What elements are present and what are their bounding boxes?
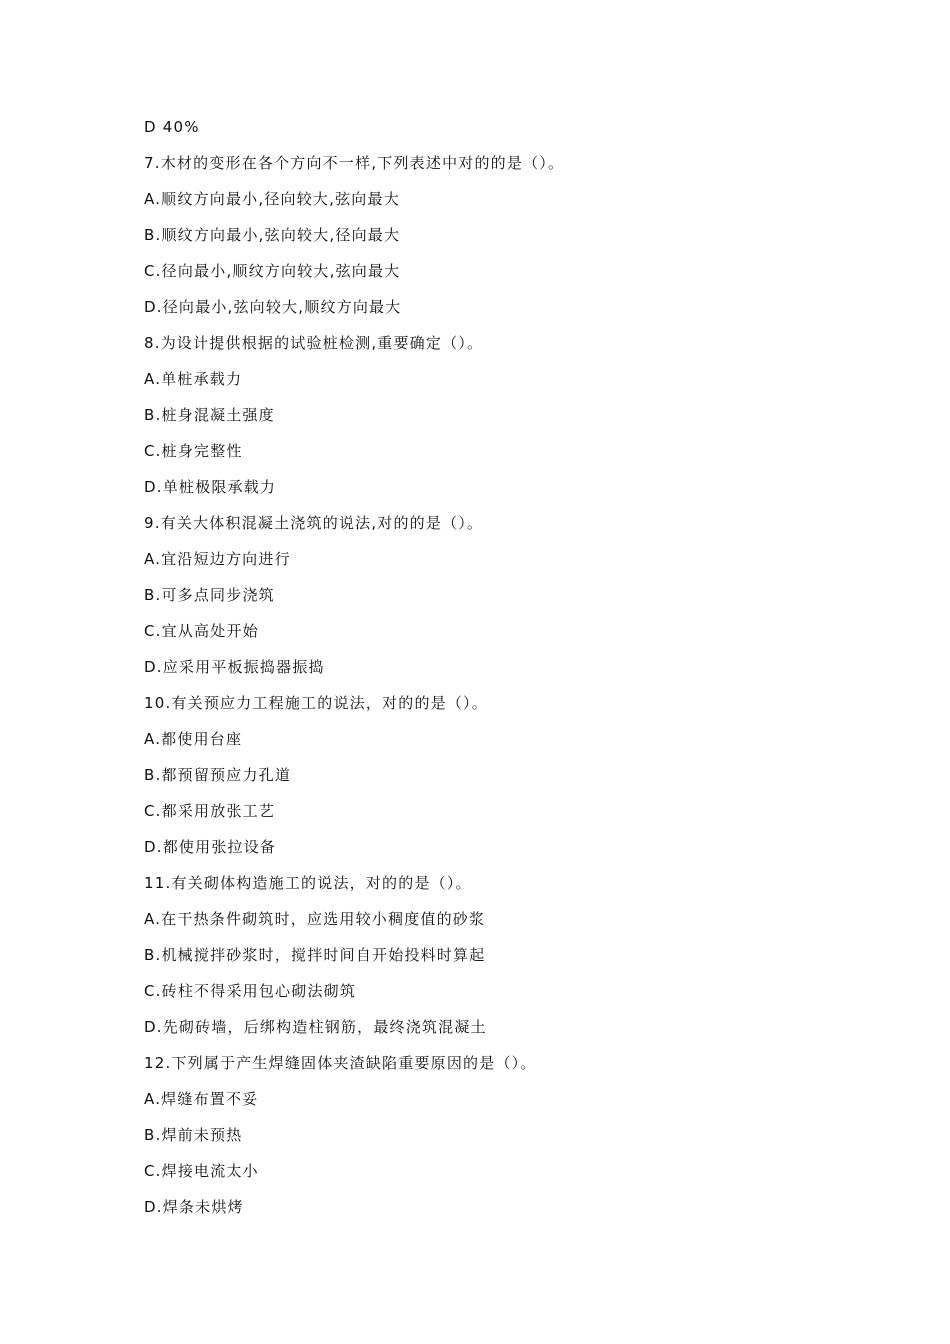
option-text: A.单桩承载力 xyxy=(144,370,243,388)
option-text: C.都采用放张工艺 xyxy=(144,802,276,820)
option-text: B.焊前未预热 xyxy=(144,1126,243,1144)
question-11: 11.有关砌体构造施工的说法，对的的是（）。 xyxy=(144,874,472,892)
option-text: C.径向最小,顺纹方向较大,弦向最大 xyxy=(144,262,401,280)
option-text: C.宜从高处开始 xyxy=(144,622,259,640)
option-text: C.桩身完整性 xyxy=(144,442,243,460)
option-text: C.砖柱不得采用包心砌法砌筑 xyxy=(144,982,357,1000)
question-9: 9.有关大体积混凝土浇筑的说法,对的的是（）。 xyxy=(144,514,484,532)
question-7: 7.木材的变形在各个方向不一样,下列表述中对的的是（）。 xyxy=(144,154,565,172)
option-text: A.顺纹方向最小,径向较大,弦向最大 xyxy=(144,190,400,208)
question-8: 8.为设计提供根据的试验桩检测,重要确定（）。 xyxy=(144,334,484,352)
question-10: 10.有关预应力工程施工的说法，对的的是（）。 xyxy=(144,694,488,712)
option-text: A.焊缝布置不妥 xyxy=(144,1090,259,1108)
option-text: B.桩身混凝土强度 xyxy=(144,406,275,424)
option-text: D 40% xyxy=(144,118,200,136)
option-text: A.都使用台座 xyxy=(144,730,243,748)
option-text: B.可多点同步浇筑 xyxy=(144,586,275,604)
option-text: B.机械搅拌砂浆时，搅拌时间自开始投料时算起 xyxy=(144,946,486,964)
option-text: B.顺纹方向最小,弦向较大,径向最大 xyxy=(144,226,401,244)
question-12: 12.下列属于产生焊缝固体夹渣缺陷重要原因的是（）。 xyxy=(144,1054,537,1072)
exam-questions xyxy=(144,113,844,1229)
option-text: D.径向最小,弦向较大,顺纹方向最大 xyxy=(144,298,402,316)
option-text: A.宜沿短边方向进行 xyxy=(144,550,291,568)
option-text: B.都预留预应力孔道 xyxy=(144,766,292,784)
option-text: D.单桩极限承载力 xyxy=(144,478,277,496)
option-text: D.先砌砖墙，后绑构造柱钢筋，最终浇筑混凝土 xyxy=(144,1018,487,1036)
option-text: C.焊接电流太小 xyxy=(144,1162,259,1180)
option-text: D.都使用张拉设备 xyxy=(144,838,277,856)
option-text: D.焊条未烘烤 xyxy=(144,1198,244,1216)
option-text: A.在干热条件砌筑时，应选用较小稠度值的砂浆 xyxy=(144,910,486,928)
option-text: D.应采用平板振捣器振捣 xyxy=(144,658,325,676)
